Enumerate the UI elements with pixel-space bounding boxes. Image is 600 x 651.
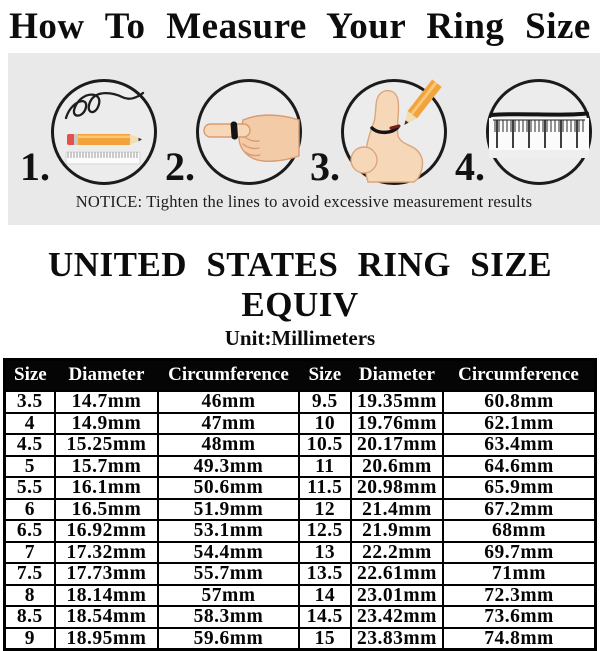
table-cell: 46mm (158, 391, 299, 413)
notice-text: NOTICE: Tighten the lines to avoid excessive measurement results (75, 192, 533, 211)
col-header-diameter-right: Diameter (351, 360, 443, 392)
table-cell: 14.9mm (55, 413, 158, 435)
table-cell: 53.1mm (158, 520, 299, 542)
table-cell: 55.7mm (158, 563, 299, 585)
table-row (5, 628, 596, 650)
table-row (5, 563, 596, 585)
step-4-number: 4. (455, 144, 485, 189)
table-cell: 17.32mm (55, 542, 158, 564)
table-row (5, 456, 596, 478)
table-cell: 10.5 (299, 434, 351, 456)
table-cell: 68mm (443, 520, 596, 542)
table-cell: 20.17mm (351, 434, 443, 456)
table-cell: 15.7mm (55, 456, 158, 478)
table-cell: 21.4mm (351, 499, 443, 521)
string-pencil-ruler-icon (54, 82, 154, 182)
ring-size-guide (0, 5, 600, 649)
table-cell: 69.7mm (443, 542, 596, 564)
step-2-circle (196, 79, 302, 185)
step-3-circle (341, 79, 447, 185)
col-header-diameter-left: Diameter (55, 360, 158, 392)
table-cell: 74.8mm (443, 628, 596, 650)
finger-string-pencil-mark-icon (344, 82, 444, 182)
unit-label: Unit:Millimeters (224, 326, 376, 350)
table-cell: 63.4mm (443, 434, 596, 456)
table-cell: 18.14mm (55, 585, 158, 607)
col-header-size-left: Size (5, 360, 55, 392)
table-cell: 15.25mm (55, 434, 158, 456)
section-heading: UNITED STATES RING SIZE EQUIV (47, 245, 553, 324)
table-cell: 18.54mm (55, 606, 158, 628)
col-header-size-right: Size (299, 360, 351, 392)
table-cell: 12.5 (299, 520, 351, 542)
table-row (5, 606, 596, 628)
col-header-circumference-right: Circumference (443, 360, 596, 392)
table-cell: 11 (299, 456, 351, 478)
table-row (5, 585, 596, 607)
size-table-body (5, 391, 596, 650)
table-cell: 4.5 (5, 434, 55, 456)
table-cell: 16.5mm (55, 499, 158, 521)
table-cell: 51.9mm (158, 499, 299, 521)
table-cell: 22.2mm (351, 542, 443, 564)
col-header-circumference-left: Circumference (158, 360, 299, 392)
table-cell: 64.6mm (443, 456, 596, 478)
table-row (5, 477, 596, 499)
table-cell: 73.6mm (443, 606, 596, 628)
table-cell: 8.5 (5, 606, 55, 628)
table-cell: 9 (5, 628, 55, 650)
steps-band (8, 53, 600, 225)
hand-pointing-string-icon (199, 82, 299, 182)
step-1 (20, 79, 157, 189)
table-cell: 6.5 (5, 520, 55, 542)
table-cell: 22.61mm (351, 563, 443, 585)
step-1-circle (51, 79, 157, 185)
table-cell: 16.1mm (55, 477, 158, 499)
step-2 (165, 79, 302, 189)
table-cell: 14.5 (299, 606, 351, 628)
table-row (5, 499, 596, 521)
table-row (5, 413, 596, 435)
table-cell: 71mm (443, 563, 596, 585)
table-row (5, 520, 596, 542)
step-1-number: 1. (20, 144, 50, 189)
table-cell: 11.5 (299, 477, 351, 499)
table-cell: 23.83mm (351, 628, 443, 650)
table-cell: 5 (5, 456, 55, 478)
table-cell: 19.35mm (351, 391, 443, 413)
table-cell: 54.4mm (158, 542, 299, 564)
table-cell: 67.2mm (443, 499, 596, 521)
table-row (5, 391, 596, 413)
table-cell: 57mm (158, 585, 299, 607)
table-cell: 14.7mm (55, 391, 158, 413)
step-4 (455, 79, 592, 189)
table-cell: 15 (299, 628, 351, 650)
table-cell: 21.9mm (351, 520, 443, 542)
table-cell: 10 (299, 413, 351, 435)
steps-row (8, 53, 600, 189)
table-header-row (5, 360, 596, 392)
table-row (5, 542, 596, 564)
table-cell: 5.5 (5, 477, 55, 499)
table-cell: 7 (5, 542, 55, 564)
table-cell: 13.5 (299, 563, 351, 585)
table-cell: 19.76mm (351, 413, 443, 435)
table-cell: 20.6mm (351, 456, 443, 478)
table-cell: 58.3mm (158, 606, 299, 628)
table-cell: 23.01mm (351, 585, 443, 607)
table-cell: 17.73mm (55, 563, 158, 585)
table-cell: 12 (299, 499, 351, 521)
table-cell: 3.5 (5, 391, 55, 413)
step-4-circle (486, 79, 592, 185)
table-cell: 59.6mm (158, 628, 299, 650)
table-cell: 49.3mm (158, 456, 299, 478)
table-cell: 8 (5, 585, 55, 607)
table-cell: 23.42mm (351, 606, 443, 628)
table-cell: 6 (5, 499, 55, 521)
table-cell: 50.6mm (158, 477, 299, 499)
table-cell: 72.3mm (443, 585, 596, 607)
step-2-number: 2. (165, 144, 195, 189)
page-title: How To Measure Your Ring Size (9, 6, 591, 47)
table-cell: 62.1mm (443, 413, 596, 435)
table-cell: 47mm (158, 413, 299, 435)
ring-size-table (3, 358, 597, 651)
ruler-closeup-icon (489, 82, 589, 182)
table-cell: 48mm (158, 434, 299, 456)
table-cell: 14 (299, 585, 351, 607)
table-cell: 60.8mm (443, 391, 596, 413)
step-3 (310, 79, 447, 189)
table-cell: 16.92mm (55, 520, 158, 542)
table-cell: 65.9mm (443, 477, 596, 499)
table-cell: 13 (299, 542, 351, 564)
table-cell: 18.95mm (55, 628, 158, 650)
step-3-number: 3. (310, 144, 340, 189)
table-cell: 9.5 (299, 391, 351, 413)
table-cell: 7.5 (5, 563, 55, 585)
table-cell: 4 (5, 413, 55, 435)
table-row (5, 434, 596, 456)
table-cell: 20.98mm (351, 477, 443, 499)
